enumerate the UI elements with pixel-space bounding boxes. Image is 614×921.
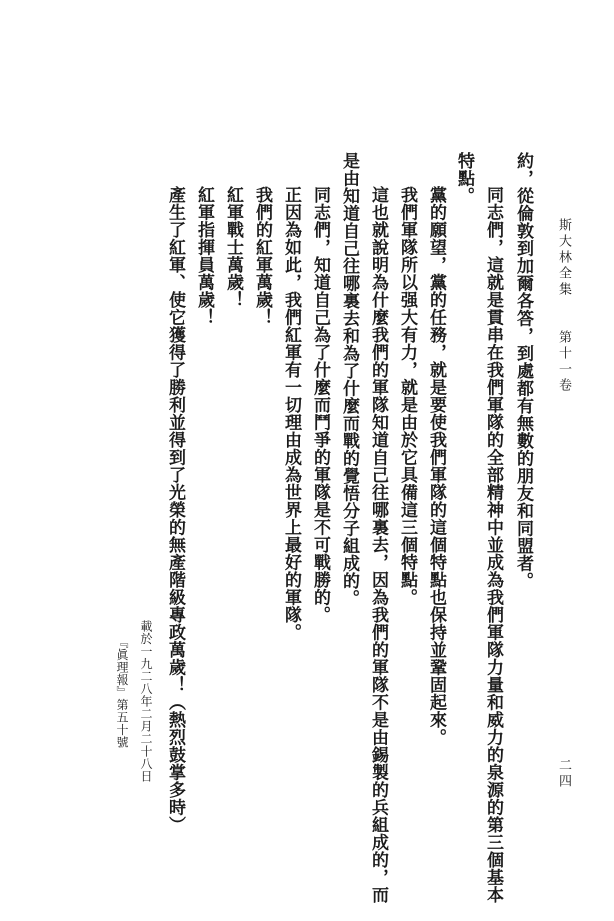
text-column-12: 紅軍指揮員萬歲！ <box>194 186 214 326</box>
running-header-title: 斯大林全集 <box>556 218 571 298</box>
text-column-6: 這也就說明為什麼我們的軍隊知道自己往哪裏去，因為我們的軍隊不是由錫製的兵組成的，而 <box>368 186 388 904</box>
source-note-line-2: 『眞理報』第五十號 <box>115 636 129 749</box>
text-column-8: 同志們，知道自己為了什麼而鬥爭的軍隊是不可戰勝的。 <box>310 186 330 624</box>
running-header-volume: 第十一卷 <box>556 330 571 394</box>
text-column-9: 正因為如此，我們紅軍有一切理由成為世界上最好的軍隊。 <box>281 186 301 641</box>
text-column-3: 特點。 <box>454 152 474 205</box>
text-column-11: 紅軍戰士萬歲！ <box>223 186 243 309</box>
text-column-13: 產生了紅軍、使它獲得了勝利並得到了光榮的無產階級專政萬歲！（熱烈鼓掌多時） <box>165 186 185 834</box>
text-column-2: 同志們，這就是貫串在我們軍隊的全部精神中並成為我們軍隊力量和威力的泉源的第三個基本 <box>483 186 503 904</box>
source-note-line-1: 載於一九二八年二月二十八日 <box>139 620 153 783</box>
text-column-1: 約，從倫敦到加爾各答，到處都有無數的朋友和同盟者。 <box>513 152 533 590</box>
text-column-5: 我們軍隊所以强大有力，就是由於它具備這三個特點。 <box>397 186 417 606</box>
page-number: 二四 <box>556 758 571 790</box>
text-column-10: 我們的紅軍萬歲！ <box>252 186 272 326</box>
text-column-4: 黨的願望，黨的任務，就是要使我們軍隊的這個特點也保持並鞏固起來。 <box>426 186 446 746</box>
text-column-7: 是由知道自己往哪裏去和為了什麼而戰的覺悟分子組成的。 <box>339 152 359 607</box>
